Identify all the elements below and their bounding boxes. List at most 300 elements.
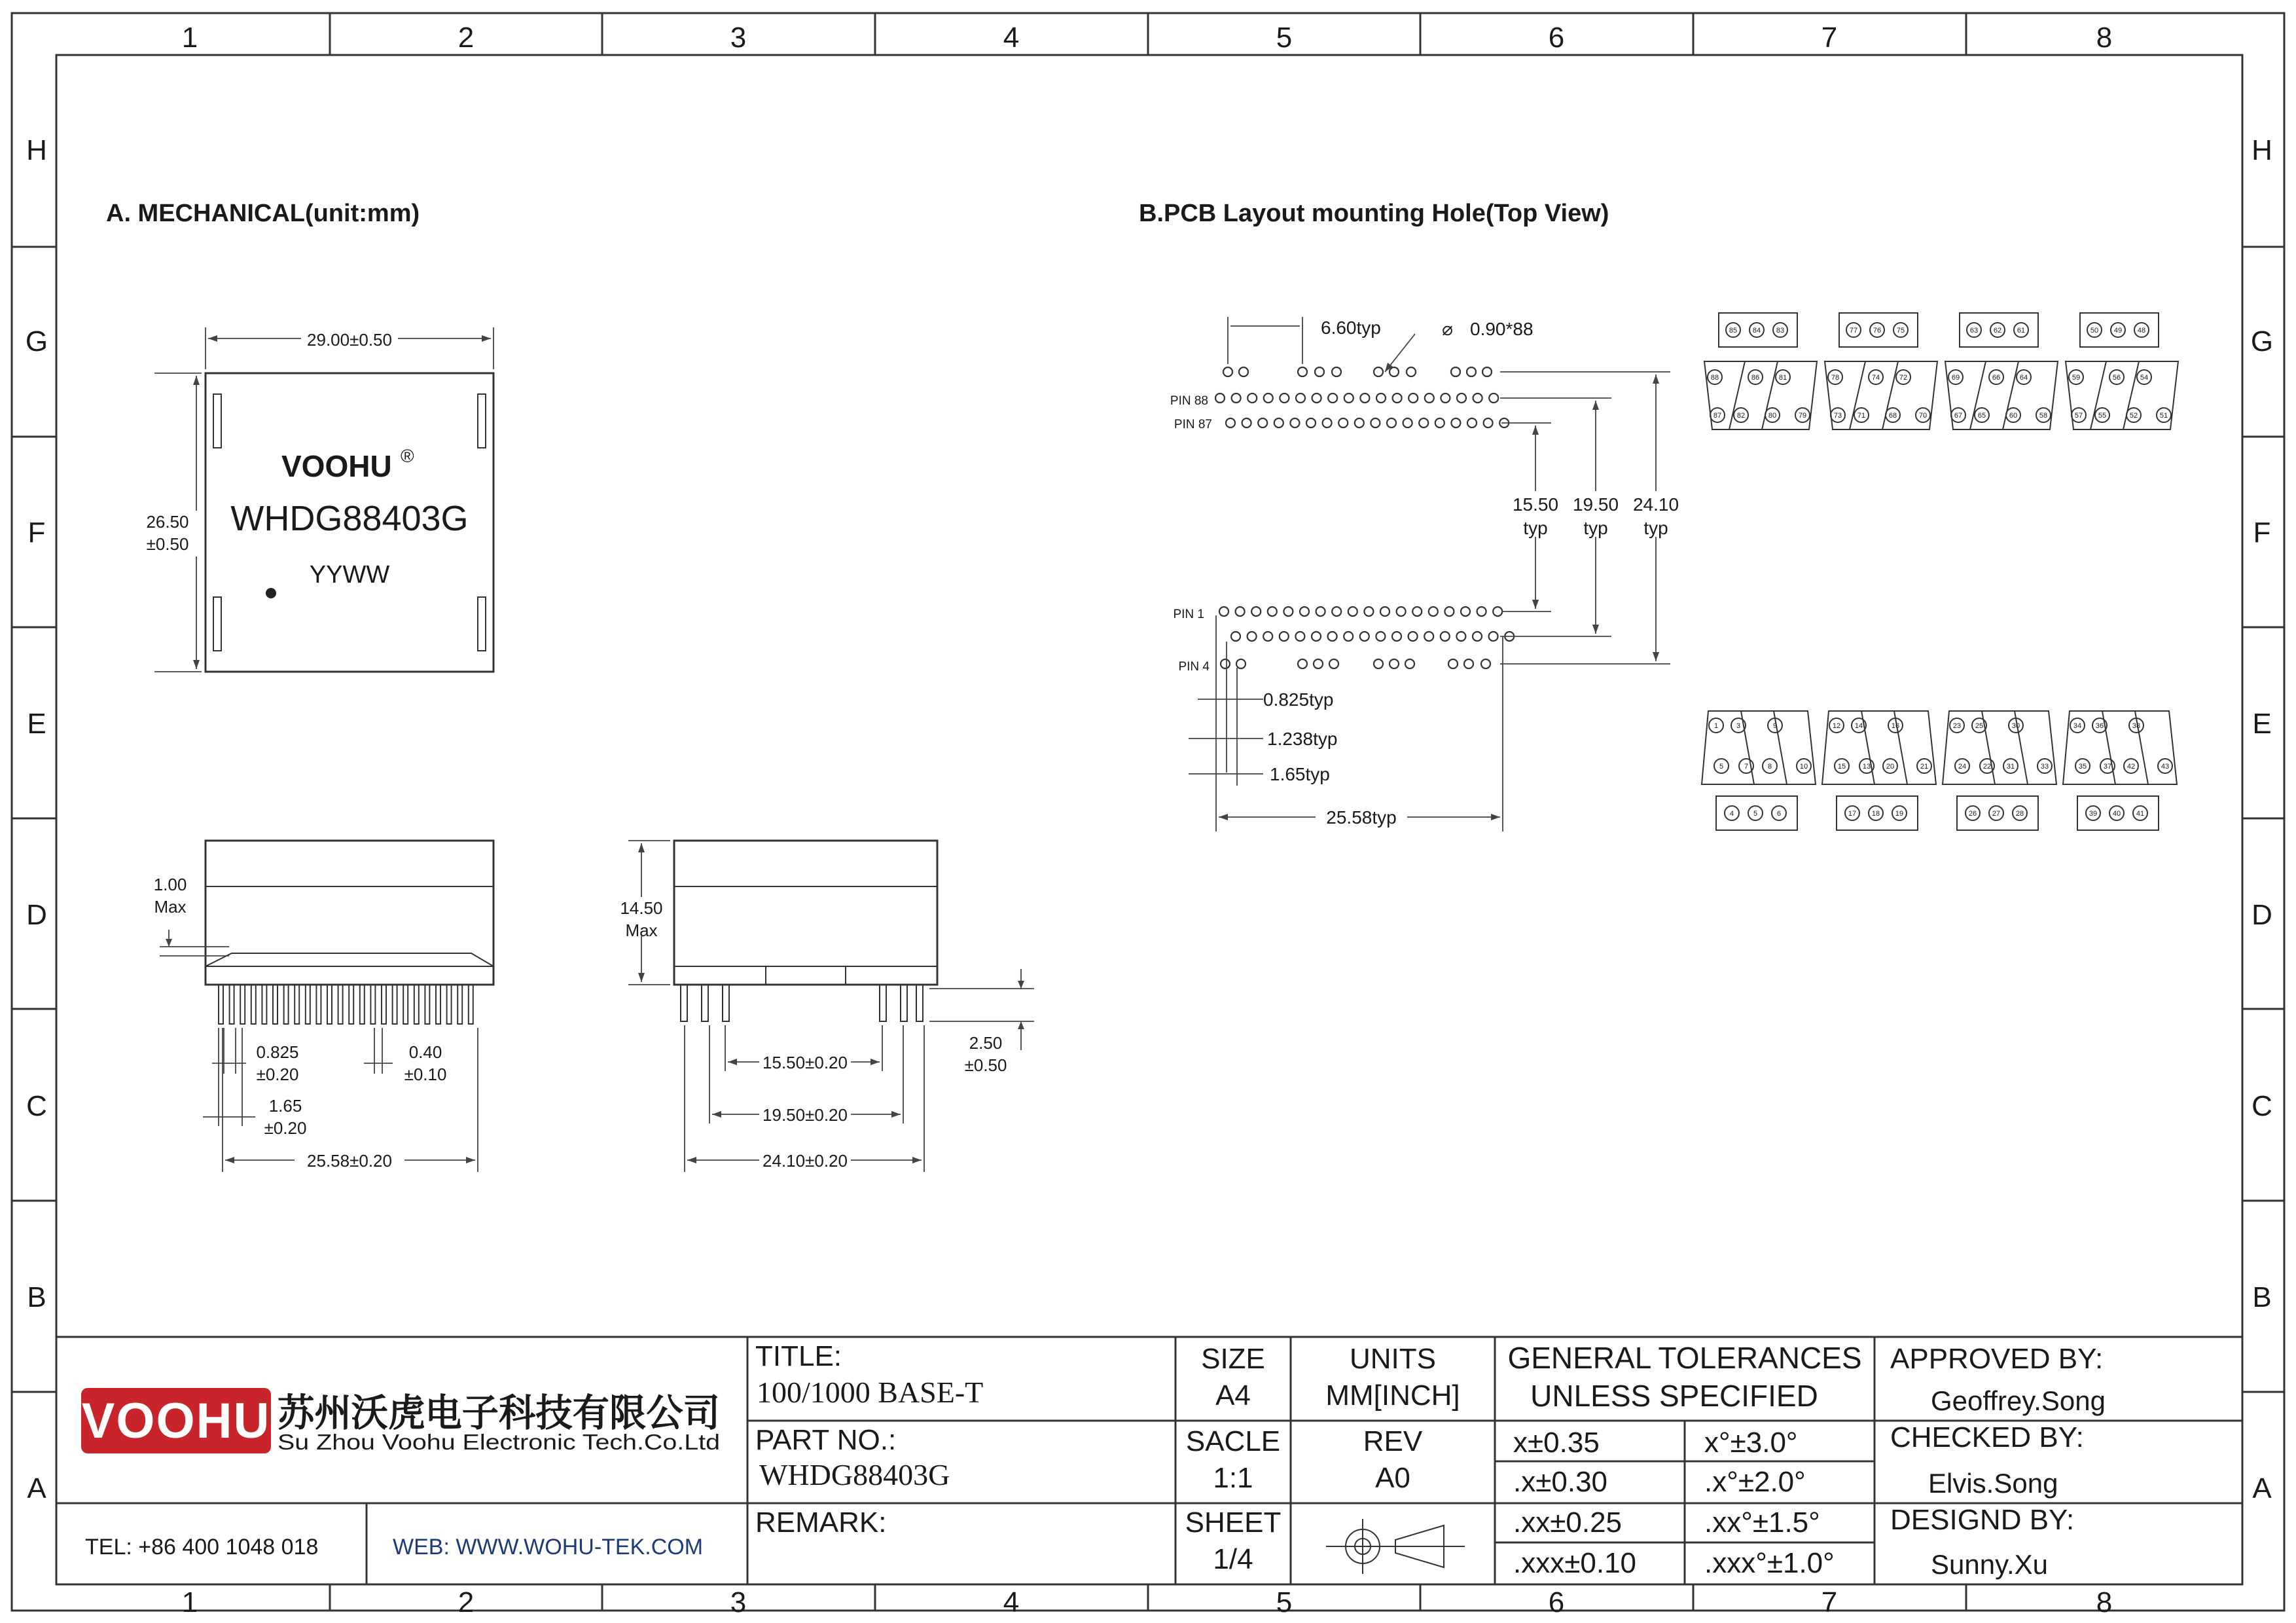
size-label: SIZE — [1201, 1343, 1265, 1375]
col-label: 4 — [1003, 1586, 1020, 1618]
pin-number: 4 — [1729, 810, 1734, 818]
brand-marking: VOOHU — [281, 449, 392, 483]
pin-number: 43 — [2161, 763, 2170, 771]
pin-number: 58 — [2039, 412, 2048, 420]
col-label: 3 — [730, 22, 747, 54]
mounting-hole — [1444, 607, 1454, 616]
website: WEB: WWW.WOHU-TEK.COM — [393, 1535, 704, 1559]
row-label: G — [2250, 325, 2274, 357]
pin-number: 61 — [2017, 327, 2026, 335]
dim-row1-value: 15.50 — [1512, 494, 1559, 515]
col-label: 2 — [457, 22, 475, 54]
mounting-hole — [1283, 607, 1293, 616]
mounting-hole — [1247, 393, 1257, 403]
logo-text: VOOHU — [81, 1393, 271, 1449]
dim-pin-length-tol: ±0.50 — [964, 1055, 1007, 1075]
dim-gap: 6.60typ — [1321, 318, 1381, 338]
mounting-hole — [1376, 393, 1386, 403]
mounting-hole — [1467, 367, 1476, 376]
pin-number: 5 — [1719, 763, 1724, 771]
pin-number: 66 — [1992, 374, 2001, 382]
pin88-label: PIN 88 — [1170, 394, 1208, 408]
rev-value: A0 — [1375, 1462, 1410, 1494]
mounting-hole — [1419, 418, 1428, 428]
mounting-hole — [1236, 659, 1246, 668]
pin1-dot — [266, 588, 276, 598]
mounting-hole — [1451, 367, 1460, 376]
pin-number: 6 — [1776, 810, 1782, 818]
pin-number: 17 — [1848, 810, 1857, 818]
pin-number: 85 — [1729, 327, 1738, 335]
tolerance-linear: .xx±0.25 — [1513, 1506, 1623, 1539]
row-label: G — [25, 325, 48, 357]
pin-lead — [262, 985, 266, 1024]
pin-lead — [436, 985, 440, 1024]
mounting-hole — [1231, 632, 1240, 641]
pin-lead — [240, 985, 245, 1024]
pin-lead — [349, 985, 353, 1024]
pin-group-bottom — [1822, 711, 1936, 830]
dim-row2-value: 19.50 — [1572, 494, 1619, 515]
mounting-hole — [1371, 418, 1380, 428]
mounting-hole — [1329, 659, 1338, 668]
pin-number: 77 — [1849, 327, 1858, 335]
pin-group-top — [1704, 313, 1817, 429]
col-label: 5 — [1276, 1586, 1293, 1618]
pin-number: 41 — [2136, 810, 2145, 818]
pin-number: 28 — [2015, 810, 2024, 818]
mounting-hole — [1424, 632, 1433, 641]
pin-number: 15 — [1837, 763, 1846, 771]
pin-number: 48 — [2137, 327, 2146, 335]
pin-number: 42 — [2126, 763, 2136, 771]
part-label: PART NO.: — [755, 1424, 897, 1456]
dim-row2-unit: typ — [1583, 518, 1608, 538]
mounting-hole — [1408, 393, 1418, 403]
pin-number: 73 — [1833, 412, 1842, 420]
row-label: H — [26, 134, 47, 166]
dim-body-height-value: 14.50 — [620, 898, 663, 918]
row-label: H — [2251, 134, 2272, 166]
dim-hole-size: 0.90*88 — [1470, 319, 1534, 339]
mounting-hole — [1306, 418, 1316, 428]
company-name-cn: 苏州沃虎电子科技有限公司 — [278, 1392, 720, 1434]
pin-number: 54 — [2140, 374, 2149, 382]
mounting-hole — [1425, 393, 1434, 403]
dim-row-15: 15.50±0.20 — [762, 1053, 848, 1072]
tolerance-title-2: UNLESS SPECIFIED — [1530, 1379, 1818, 1413]
row-label: E — [2252, 708, 2272, 740]
pin-number: 56 — [2112, 374, 2121, 382]
pin-lead — [469, 985, 473, 1024]
mounting-hole — [1323, 418, 1332, 428]
pin-lead — [338, 985, 343, 1024]
pin87-label: PIN 87 — [1174, 418, 1212, 431]
mounting-hole — [1298, 659, 1307, 668]
mounting-hole — [1344, 393, 1354, 403]
remark-label: REMARK: — [755, 1506, 887, 1539]
tolerance-title-1: GENERAL TOLERANCES — [1507, 1341, 1862, 1375]
col-label: 5 — [1276, 22, 1293, 54]
pin-number: 37 — [2103, 763, 2112, 771]
mounting-hole — [1484, 418, 1493, 428]
pin-number: 39 — [2089, 810, 2098, 818]
mounting-hole — [1364, 607, 1373, 616]
pin-lead — [360, 985, 365, 1024]
mounting-hole — [1489, 393, 1498, 403]
pin-number: 7 — [1744, 763, 1749, 771]
projection-symbol-icon — [1326, 1519, 1465, 1574]
pin-number: 1 — [1713, 722, 1719, 730]
date-code: YYWW — [309, 561, 390, 589]
pcb-layout — [1170, 313, 2178, 831]
pin-number: 87 — [1713, 412, 1722, 420]
mounting-hole — [1264, 393, 1273, 403]
mounting-hole — [1232, 393, 1241, 403]
mounting-hole — [1332, 367, 1341, 376]
row-label: E — [27, 708, 46, 740]
pin-number: 34 — [2073, 722, 2082, 730]
mounting-hole — [1280, 632, 1289, 641]
col-label: 6 — [1548, 22, 1565, 54]
pin-number: 40 — [2112, 810, 2121, 818]
pin-number: 27 — [1992, 810, 2001, 818]
mounting-hole — [1461, 607, 1470, 616]
dim-row-19: 19.50±0.20 — [762, 1105, 848, 1125]
pin-lead — [425, 985, 429, 1024]
pin1-label: PIN 1 — [1173, 608, 1204, 621]
front-view — [154, 841, 493, 1172]
dim-row-pitch-tol: ±0.20 — [264, 1118, 307, 1138]
dim-pitch3: 1.65typ — [1270, 764, 1330, 784]
section-title-mechanical: A. MECHANICAL(unit:mm) — [106, 200, 420, 227]
mounting-hole — [1338, 418, 1348, 428]
dim-pin-span: 25.58±0.20 — [307, 1151, 392, 1171]
side-view — [620, 841, 1034, 1172]
col-label: 3 — [730, 1586, 747, 1618]
pin-number: 83 — [1776, 327, 1785, 335]
col-label: 8 — [2096, 22, 2113, 54]
mounting-hole — [1441, 393, 1450, 403]
dim-height-tol: ±0.50 — [146, 534, 189, 554]
col-label: 2 — [457, 1586, 475, 1618]
pin-number: 36 — [2095, 722, 2104, 730]
mounting-hole — [1268, 607, 1277, 616]
column-labels — [182, 22, 2112, 1618]
pin-number: 14 — [1854, 722, 1863, 730]
dim-pin-length-value: 2.50 — [969, 1033, 1003, 1053]
mounting-hole — [1344, 632, 1353, 641]
mounting-hole — [1360, 393, 1369, 403]
pin-number: 49 — [2113, 327, 2123, 335]
pin-number: 71 — [1857, 412, 1866, 420]
row-label: C — [26, 1090, 47, 1122]
pin-group-top — [1825, 313, 1937, 429]
mounting-hole — [1315, 367, 1324, 376]
pin-number: 23 — [1952, 722, 1962, 730]
pin-number: 18 — [1871, 810, 1880, 818]
mounting-hole — [1274, 418, 1283, 428]
pin-number: 65 — [1977, 412, 1986, 420]
mounting-hole — [1314, 659, 1323, 668]
mounting-hole — [1316, 607, 1325, 616]
pin-number: 24 — [1958, 763, 1967, 771]
mounting-hole — [1251, 607, 1261, 616]
pin-number: 22 — [1982, 763, 1992, 771]
col-label: 7 — [1821, 1586, 1838, 1618]
pcb-holes — [1215, 367, 1514, 668]
mounting-hole — [1403, 418, 1412, 428]
dim-row1-unit: typ — [1523, 518, 1548, 538]
mounting-hole — [1473, 632, 1482, 641]
mounting-hole — [1390, 659, 1399, 668]
pin-number: 19 — [1895, 810, 1904, 818]
scale-label: SACLE — [1185, 1425, 1281, 1457]
mounting-hole — [1441, 632, 1450, 641]
size-value: A4 — [1215, 1379, 1251, 1412]
pin-number: 13 — [1862, 763, 1871, 771]
pin-group-diagrams — [1702, 313, 2178, 830]
pin-lead — [284, 985, 289, 1024]
tolerance-angular: .x°±2.0° — [1704, 1466, 1806, 1498]
pin-lead — [230, 985, 234, 1024]
checked-label: CHECKED BY: — [1890, 1421, 2084, 1453]
company-name-en: Su Zhou Voohu Electronic Tech.Co.Ltd — [278, 1430, 720, 1454]
sheet-label: SHEET — [1185, 1506, 1282, 1539]
pin-number: 72 — [1899, 374, 1908, 382]
tolerance-linear: .x±0.30 — [1513, 1466, 1608, 1498]
mounting-hole — [1448, 659, 1458, 668]
mounting-hole — [1312, 393, 1321, 403]
designed-value: Sunny.Xu — [1931, 1549, 2049, 1580]
mounting-hole — [1295, 632, 1304, 641]
pin-number: 5 — [1753, 810, 1758, 818]
pin-number: 67 — [1954, 412, 1963, 420]
pin-number: 8 — [1767, 763, 1772, 771]
dim-span: 25.58typ — [1326, 807, 1397, 828]
pin-number: 50 — [2090, 327, 2099, 335]
tolerance-linear: x±0.35 — [1513, 1427, 1600, 1459]
pin-lead — [273, 985, 278, 1024]
mounting-hole — [1355, 418, 1364, 428]
pin-number: 78 — [1831, 374, 1840, 382]
mounting-hole — [1464, 659, 1473, 668]
pin-group-bottom — [1943, 711, 2056, 830]
dim-height-value: 26.50 — [146, 512, 189, 532]
pin-group-bottom — [1702, 711, 1816, 830]
pin-number: 57 — [2074, 412, 2083, 420]
front-pins — [219, 985, 473, 1024]
row-label: A — [2252, 1472, 2272, 1504]
col-label: 1 — [181, 22, 198, 54]
sheet-value: 1/4 — [1213, 1543, 1253, 1575]
pin-number: 64 — [2019, 374, 2028, 382]
pin-lead — [393, 985, 397, 1024]
part-marking: WHDG88403G — [230, 499, 469, 538]
pin-number: 52 — [2129, 412, 2138, 420]
units-value: MM[INCH] — [1325, 1379, 1460, 1412]
dim-pin-pitch-value: 0.825 — [256, 1042, 299, 1062]
mounting-hole — [1376, 632, 1385, 641]
pin-lead — [447, 985, 452, 1024]
pin-number: 20 — [1886, 763, 1895, 771]
pin-number: 38 — [2132, 722, 2141, 730]
mounting-hole — [1296, 393, 1305, 403]
pin-number: 59 — [2072, 374, 2081, 382]
row-label: F — [2253, 517, 2271, 549]
dim-standoff-value: 1.00 — [153, 875, 187, 894]
dim-standoff-label: Max — [154, 897, 187, 917]
pin-number: 68 — [1888, 412, 1897, 420]
mounting-hole — [1390, 367, 1399, 376]
mounting-hole — [1374, 367, 1383, 376]
mounting-hole — [1300, 607, 1309, 616]
mounting-hole — [1219, 607, 1229, 616]
registered-mark: ® — [401, 446, 414, 466]
pin-lead — [251, 985, 256, 1024]
row-label: B — [27, 1281, 46, 1313]
pin-number: 88 — [1710, 374, 1719, 382]
tolerance-angular: .xxx°±1.0° — [1704, 1547, 1835, 1579]
mounting-hole — [1408, 632, 1418, 641]
mounting-hole — [1226, 418, 1235, 428]
mounting-hole — [1332, 607, 1341, 616]
pin-lead — [316, 985, 321, 1024]
tel: TEL: +86 400 1048 018 — [85, 1535, 319, 1559]
pin-number: 33 — [2040, 763, 2049, 771]
title-value: 100/1000 BASE-T — [757, 1376, 984, 1409]
col-label: 8 — [2096, 1586, 2113, 1618]
mounting-hole — [1223, 367, 1232, 376]
pin-lead — [295, 985, 299, 1024]
mounting-hole — [1393, 393, 1402, 403]
pin4-label: PIN 4 — [1178, 660, 1210, 674]
col-label: 6 — [1548, 1586, 1565, 1618]
pin-lead — [219, 985, 223, 1024]
pin-number: 21 — [1920, 763, 1929, 771]
mounting-hole — [1467, 418, 1477, 428]
dim-row-pitch-value: 1.65 — [268, 1096, 302, 1116]
row-label: D — [26, 899, 47, 931]
mounting-hole — [1360, 632, 1369, 641]
pin-number: 82 — [1736, 412, 1746, 420]
approved-value: Geoffrey.Song — [1931, 1385, 2106, 1416]
pin-group-bottom — [2063, 711, 2177, 830]
pin-number: 9 — [1772, 722, 1778, 730]
pin-number: 55 — [2098, 412, 2107, 420]
row-ticks — [12, 247, 2284, 1392]
section-title-pcb: B.PCB Layout mounting Hole(Top View) — [1139, 200, 1609, 227]
pin-number: 62 — [1993, 327, 2002, 335]
pin-number: 63 — [1969, 327, 1979, 335]
pin-number: 51 — [2159, 412, 2168, 420]
pin-lead — [327, 985, 332, 1024]
mounting-hole — [1290, 418, 1299, 428]
pin-number: 25 — [1975, 722, 1984, 730]
pin-number: 12 — [1832, 722, 1841, 730]
pin-number: 84 — [1752, 327, 1761, 335]
scale-value: 1:1 — [1213, 1462, 1253, 1494]
mounting-hole — [1392, 632, 1401, 641]
pin-number: 80 — [1768, 412, 1777, 420]
row-label: A — [27, 1472, 46, 1504]
mounting-hole — [1405, 659, 1414, 668]
dim-pin-width-value: 0.40 — [408, 1042, 442, 1062]
row-label: C — [2251, 1090, 2272, 1122]
mounting-hole — [1412, 607, 1422, 616]
pin-lead — [306, 985, 310, 1024]
mounting-hole — [1348, 607, 1357, 616]
mounting-hole — [1493, 607, 1502, 616]
dim-width: 29.00±0.50 — [307, 330, 392, 350]
tolerance-linear: .xxx±0.10 — [1513, 1547, 1637, 1579]
pin-group-top — [2066, 313, 2178, 429]
pin-number: 70 — [1918, 412, 1928, 420]
tolerance-angular: x°±3.0° — [1704, 1427, 1798, 1459]
mounting-hole — [1236, 607, 1245, 616]
mounting-hole — [1242, 418, 1251, 428]
col-label: 4 — [1003, 22, 1020, 54]
mounting-hole — [1258, 418, 1267, 428]
mounting-hole — [1280, 393, 1289, 403]
mounting-hole — [1477, 607, 1486, 616]
dim-row3-value: 24.10 — [1632, 494, 1679, 515]
mounting-hole — [1429, 607, 1438, 616]
pin-number: 81 — [1778, 374, 1787, 382]
dim-pin-pitch-tol: ±0.20 — [256, 1065, 299, 1084]
row-label: F — [27, 517, 46, 549]
pin-lead — [370, 985, 375, 1024]
pin-number: 30 — [2011, 722, 2020, 730]
title-block — [56, 1337, 2242, 1584]
mounting-hole — [1215, 393, 1225, 403]
diameter-symbol: ⌀ — [1442, 319, 1453, 339]
mounting-hole — [1328, 632, 1337, 641]
pin-number: 60 — [2009, 412, 2018, 420]
pin-lead — [414, 985, 419, 1024]
pin-number: 10 — [1799, 763, 1808, 771]
pin-number: 31 — [2006, 763, 2015, 771]
title-label: TITLE: — [755, 1340, 842, 1372]
mounting-hole — [1239, 367, 1248, 376]
dim-pin-width-tol: ±0.10 — [404, 1065, 447, 1084]
pin-number: 79 — [1798, 412, 1807, 420]
mounting-hole — [1482, 367, 1492, 376]
approved-label: APPROVED BY: — [1890, 1343, 2104, 1375]
mounting-hole — [1481, 659, 1490, 668]
pin-number: 26 — [1968, 810, 1977, 818]
pin-lead — [382, 985, 386, 1024]
mounting-hole — [1457, 393, 1466, 403]
mounting-hole — [1328, 393, 1337, 403]
mounting-hole — [1374, 659, 1383, 668]
mounting-hole — [1451, 418, 1460, 428]
dim-row-24: 24.10±0.20 — [762, 1151, 848, 1171]
mounting-hole — [1407, 367, 1416, 376]
pin-lead — [457, 985, 462, 1024]
checked-value: Elvis.Song — [1928, 1468, 2058, 1499]
mounting-hole — [1489, 632, 1498, 641]
row-label: B — [2252, 1281, 2272, 1313]
designed-label: DESIGND BY: — [1890, 1504, 2075, 1536]
dim-pitch1: 0.825typ — [1263, 689, 1334, 710]
tolerance-angular: .xx°±1.5° — [1704, 1506, 1820, 1539]
dim-row3-unit: typ — [1643, 518, 1668, 538]
pin-number: 3 — [1736, 722, 1741, 730]
rev-label: REV — [1363, 1425, 1423, 1457]
mounting-hole — [1473, 393, 1482, 403]
pin-lead — [403, 985, 408, 1024]
